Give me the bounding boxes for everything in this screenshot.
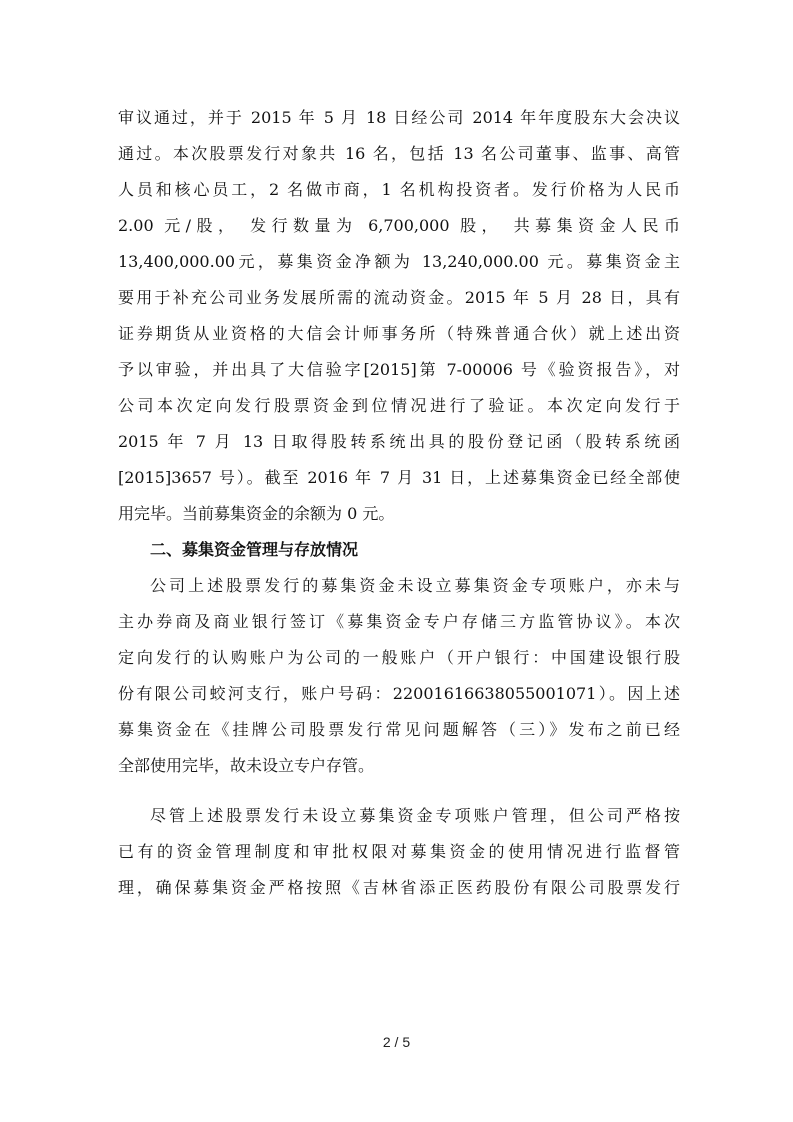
paragraph-1-line-1: 审议通过，并于 2015 年 5 月 18 日经公司 2014 年年度股东大会决议 — [118, 108, 680, 127]
paragraph-1-line-3: 人员和核心员工，2 名做市商，1 名机构投资者。发行价格为人民币 — [118, 180, 680, 199]
paragraph-1-line-8: 予以审验，并出具了大信验字[2015]第 7-00006 号《验资报告》，对 — [118, 360, 680, 379]
paragraph-3-line-3: 理，确保募集资金严格按照《吉林省添正医药股份有限公司股票发行 — [118, 878, 680, 897]
paragraph-2-line-3: 定向发行的认购账户为公司的一般账户（开户银行：中国建设银行股 — [118, 648, 680, 667]
paragraph-2-line-4: 份有限公司蛟河支行，账户号码：22001616638055001071）。因上述 — [118, 684, 680, 703]
paragraph-1-line-11: [2015]3657 号）。截至 2016 年 7 月 31 日，上述募集资金已经全部使 — [118, 468, 680, 487]
paragraph-1-line-10: 2015 年 7 月 13 日取得股转系统出具的股份登记函（股转系统函 — [118, 432, 680, 451]
paragraph-1-line-4: 2.00 元/股， 发行数量为 6,700,000 股， 共募集资金人民币 — [118, 216, 680, 235]
paragraph-3-line-2: 已有的资金管理制度和审批权限对募集资金的使用情况进行监督管 — [118, 842, 680, 861]
paragraph-2-line-1: 公司上述股票发行的募集资金未设立募集资金专项账户，亦未与 — [150, 576, 680, 595]
paragraph-1-line-7: 证券期货从业资格的大信会计师事务所（特殊普通合伙）就上述出资 — [118, 324, 680, 343]
paragraph-2-line-6: 全部使用完毕，故未设立专户存管。 — [118, 756, 375, 775]
paragraph-1-line-12: 用完毕。当前募集资金的余额为 0 元。 — [118, 504, 395, 523]
paragraph-2-line-5: 募集资金在《挂牌公司股票发行常见问题解答（三）》发布之前已经 — [118, 720, 680, 739]
section-heading: 二、募集资金管理与存放情况 — [150, 540, 359, 559]
paragraph-2-line-2: 主办券商及商业银行签订《募集资金专户存储三方监管协议》。本次 — [118, 612, 680, 631]
paragraph-1-line-9: 公司本次定向发行股票资金到位情况进行了验证。本次定向发行于 — [118, 396, 680, 415]
paragraph-1-line-6: 要用于补充公司业务发展所需的流动资金。2015 年 5 月 28 日，具有 — [118, 288, 680, 307]
paragraph-1-line-5: 13,400,000.00元，募集资金净额为 13,240,000.00 元。募集资金主 — [118, 252, 680, 271]
paragraph-3-line-1: 尽管上述股票发行未设立募集资金专项账户管理，但公司严格按 — [150, 806, 680, 825]
paragraph-1-line-2: 通过。本次股票发行对象共 16 名，包括 13 名公司董事、监事、高管 — [118, 144, 680, 163]
page-number: 2 / 5 — [382, 1034, 411, 1050]
